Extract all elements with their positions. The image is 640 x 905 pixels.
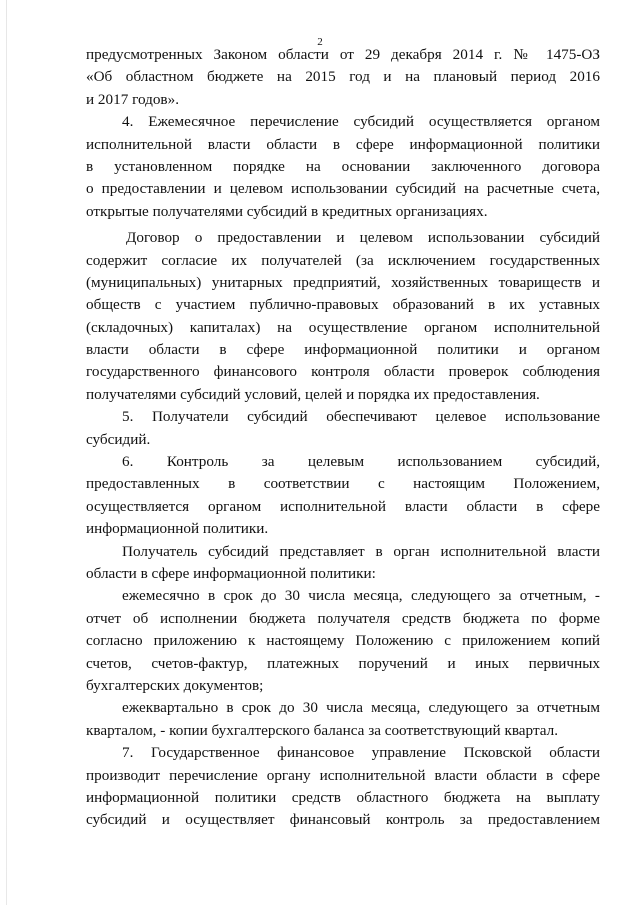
body-text — [86, 44, 600, 832]
text-line: субсидий. — [86, 430, 151, 448]
text-line: ежемесячно в срок до 30 числа месяца, следующего за отчетным, - — [122, 587, 600, 605]
text-line: (складочных) капиталах) на осуществление органом исполнительной — [86, 318, 600, 336]
text-line: информационной политики. — [86, 520, 269, 538]
text-line: субсидий и осуществляет финансовый контроль за предоставлением — [86, 811, 600, 829]
text-line: государственного финансового контроля области проверок соблюдения — [86, 363, 600, 381]
text-line: открытые получателями субсидий в кредитных организациях. — [86, 202, 488, 220]
text-line: области в сфере информационной политики: — [86, 564, 376, 582]
text-line: производит перечисление органу исполнительной власти области в сфере — [86, 766, 600, 784]
text-line: согласно приложению к настоящему Положению с приложением копий — [86, 632, 600, 650]
text-line: содержит согласие их получателей (за исключением государственных — [86, 251, 600, 269]
text-line: Получатель субсидий представляет в орган исполнительной власти — [122, 542, 600, 560]
text-line: «Об областном бюджете на 2015 год и на плановый период 2016 — [86, 68, 600, 86]
text-line: 7. Государственное финансовое управление Псковской области — [122, 744, 600, 762]
text-line: информационной политики средств областного бюджета на выплату — [86, 788, 600, 806]
text-line: и 2017 годов». — [86, 90, 179, 108]
text-line: бухгалтерских документов; — [86, 676, 264, 694]
text-line: власти области в сфере информационной политики и органом — [86, 341, 600, 359]
text-line: предусмотренных Законом области от 29 декабря 2014 г. № 1475-ОЗ — [86, 46, 600, 63]
text-line: в установленном порядке на основании заключенного договора — [86, 157, 600, 175]
text-line: обществ с участием публично-правовых образований в их уставных — [86, 296, 600, 314]
text-line: 4. Ежемесячное перечисление субсидий осуществляется органом — [122, 113, 600, 131]
text-line: исполнительной власти области в сфере информационной политики — [86, 135, 600, 153]
text-line: отчет об исполнении бюджета получателя средств бюджета по форме — [86, 609, 600, 627]
text-line: (муниципальных) унитарных предприятий, хозяйственных товариществ и — [86, 273, 600, 291]
text-line: 5. Получатели субсидий обеспечивают целевое использование — [122, 408, 600, 426]
text-line: счетов, счетов-фактур, платежных поручений и иных первичных — [86, 654, 600, 672]
text-line: получателями субсидий условий, целей и порядка их предоставления. — [86, 385, 540, 403]
text-line: предоставленных в соответствии с настоящим Положением, — [86, 475, 600, 493]
scan-edge-line — [6, 0, 7, 905]
text-line: о предоставлении и целевом использовании субсидий на расчетные счета, — [86, 180, 600, 198]
text-line: осуществляется органом исполнительной власти области в сфере — [86, 497, 600, 515]
text-line: Договор о предоставлении и целевом использовании субсидий — [126, 229, 600, 247]
page-number: 2 — [317, 36, 323, 48]
text-line: кварталом, - копии бухгалтерского баланса за соответствующий квартал. — [86, 721, 559, 739]
text-line: 6. Контроль за целевым использованием субсидий, — [122, 453, 600, 471]
text-line: ежеквартально в срок до 30 числа месяца, следующего за отчетным — [122, 699, 600, 717]
